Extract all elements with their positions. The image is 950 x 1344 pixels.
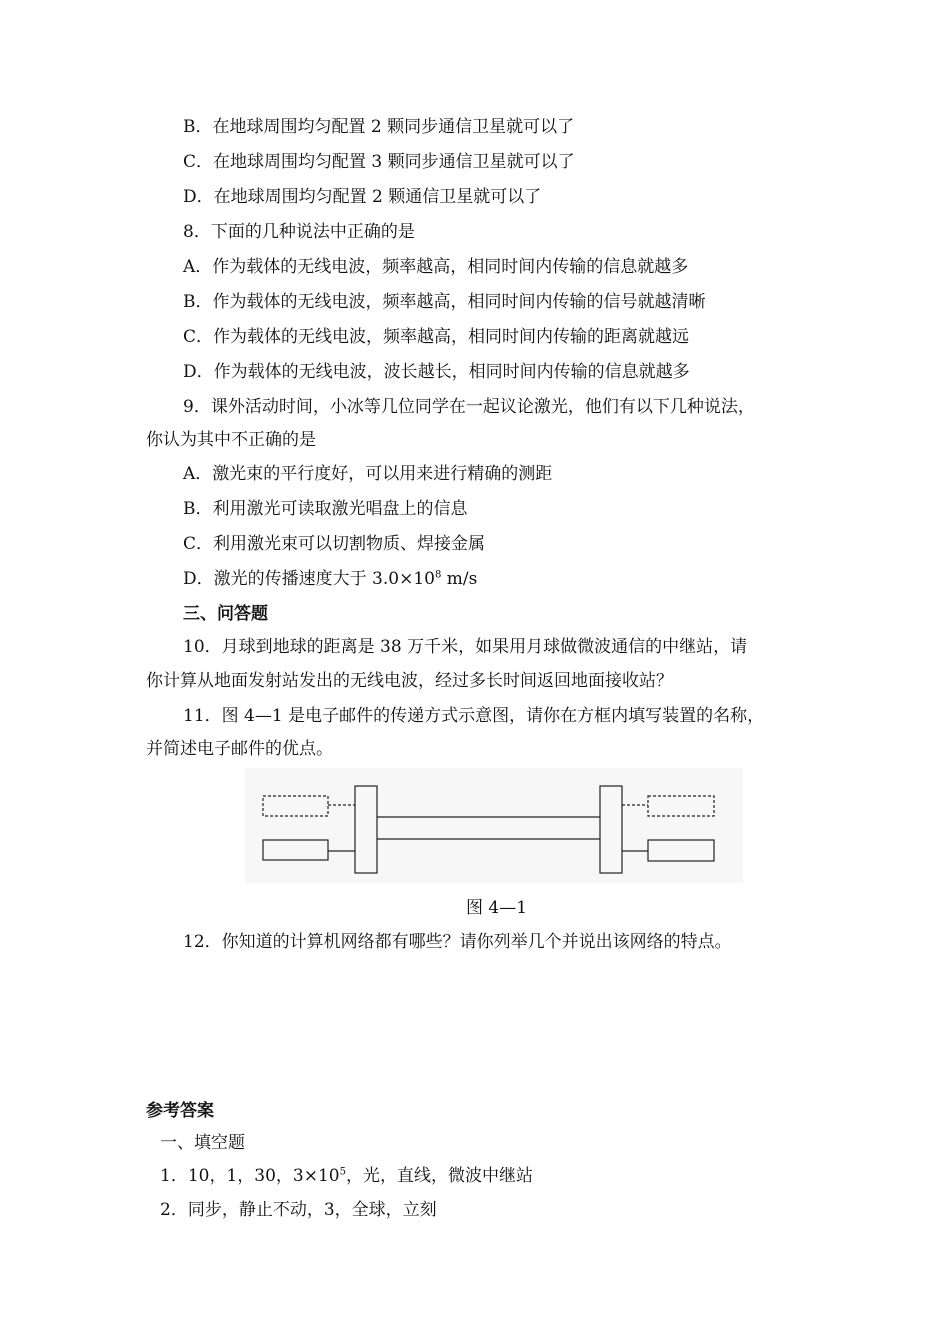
email-diagram-svg (245, 768, 743, 883)
q9-option-d-suffix: m/s (441, 569, 478, 589)
q8-option-d: D．作为载体的无线电波，波长越长，相同时间内传输的信息就越多 (183, 362, 690, 382)
answer-1-prefix: 1．10，1，30，3×10 (160, 1166, 340, 1186)
figure-caption: 图 4—1 (466, 898, 528, 918)
q9-option-b: B．利用激光可读取激光唱盘上的信息 (183, 499, 468, 519)
q9-option-d (183, 568, 477, 590)
answer-1-exponent: 5 (339, 1166, 346, 1178)
q9-option-a: A．激光束的平行度好，可以用来进行精确的测距 (183, 464, 553, 484)
q7-option-d: D．在地球周围均匀配置 2 颗通信卫星就可以了 (183, 187, 542, 207)
right-solid-box (648, 840, 714, 861)
q11-line2: 并简述电子邮件的优点。 (146, 739, 333, 759)
email-diagram (245, 768, 743, 883)
left-server-box (355, 786, 377, 873)
q10-line2: 你计算从地面发射站发出的无线电波，经过多长时间返回地面接收站？ (146, 671, 673, 691)
q10-line1: 10．月球到地球的距离是 38 万千米，如果用月球做微波通信的中继站，请 (183, 637, 748, 657)
q8-option-a: A．作为载体的无线电波，频率越高，相同时间内传输的信息就越多 (183, 257, 689, 277)
q9-option-d-exponent: 8 (434, 569, 442, 581)
q8-option-b: B．作为载体的无线电波，频率越高，相同时间内传输的信号就越清晰 (183, 292, 706, 312)
answer-1 (160, 1165, 533, 1187)
q7-option-b: B．在地球周围均匀配置 2 颗同步通信卫星就可以了 (183, 117, 575, 137)
answer-1-suffix: ，光，直线，微波中继站 (345, 1166, 533, 1186)
section3-title: 三、问答题 (183, 604, 268, 624)
q7-option-c: C．在地球周围均匀配置 3 颗同步通信卫星就可以了 (183, 152, 575, 172)
left-dashed-box (263, 796, 328, 816)
answers-title: 参考答案 (146, 1101, 214, 1121)
left-solid-box (263, 840, 328, 860)
right-dashed-box (648, 796, 714, 816)
answers-section1: 一、填空题 (160, 1133, 245, 1153)
q8-option-c: C．作为载体的无线电波，频率越高，相同时间内传输的距离就越远 (183, 327, 690, 347)
right-server-box (600, 786, 622, 873)
q8-stem: 8．下面的几种说法中正确的是 (183, 222, 415, 242)
q9-option-c: C．利用激光束可以切割物质、焊接金属 (183, 534, 486, 554)
q9-option-d-prefix: D．激光的传播速度大于 3.0×10 (183, 569, 435, 589)
q9-stem-line2: 你认为其中不正确的是 (146, 430, 316, 450)
q9-stem-line1: 9．课外活动时间，小冰等几位同学在一起议论激光，他们有以下几种说法， (183, 397, 755, 417)
q11-line1: 11．图 4—1 是电子邮件的传递方式示意图，请你在方框内填写装置的名称， (183, 706, 765, 726)
answer-2: 2．同步，静止不动，3，全球，立刻 (160, 1200, 437, 1220)
q12: 12．你知道的计算机网络都有哪些？请你列举几个并说出该网络的特点。 (183, 932, 732, 952)
